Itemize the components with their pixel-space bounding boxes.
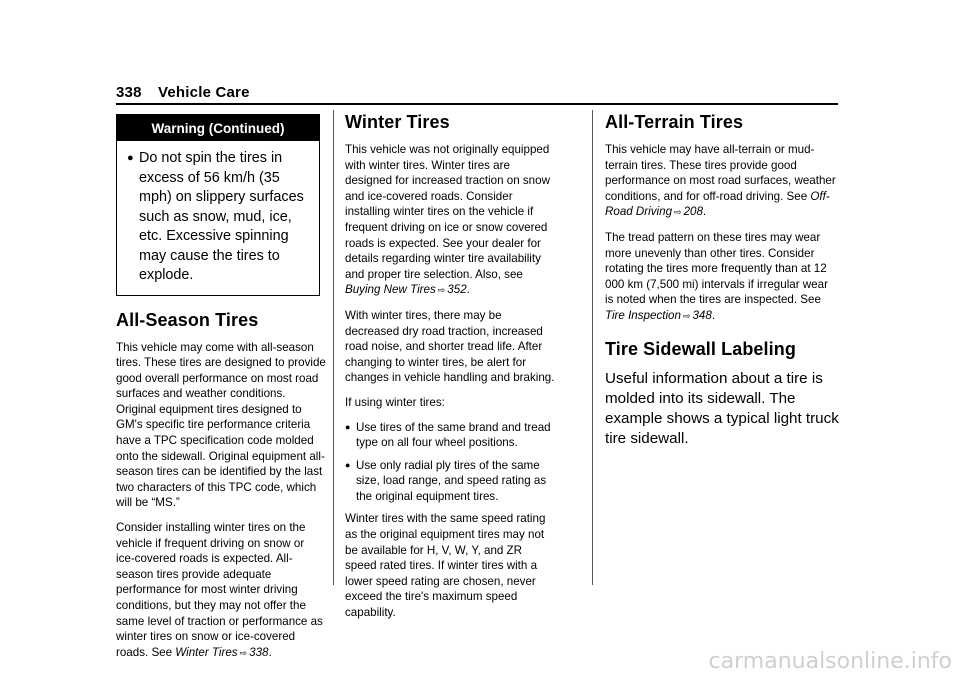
column-divider bbox=[333, 110, 334, 585]
bullet-icon: ● bbox=[127, 152, 134, 164]
page-reference-arrow-icon: ⇨ bbox=[674, 207, 682, 218]
section-heading-sidewall: Tire Sidewall Labeling bbox=[605, 338, 796, 359]
paragraph: This vehicle may come with all-season tires. These tires are designed to provide good overall performance on most road surfaces and weather conditions. Original equipment tires designed to GM's specific tire performance criteria have a TPC specification code molded onto the sidewall. Original equipment all-season tires can be identified by the last two characters of this TPC code, which will be “MS.” bbox=[116, 340, 326, 510]
paragraph-text: Consider installing winter tires on the vehicle if frequent driving on snow or ice-covered roads is expected. All-season tires provide adequate performance for most winter driving conditions, but they may not offer the same level of traction or performance as winter tires on snow or ice-covered roads. See bbox=[116, 521, 323, 659]
paragraph: With winter tires, there may be decreased dry road traction, increased road noise, and shorter tread life. After changing to winter tires, be alert for changes in vehicle handling and braking. bbox=[345, 308, 555, 385]
paragraph bbox=[605, 142, 839, 221]
paragraph-text: This vehicle was not originally equipped with winter tires. Winter tires are designed for increased traction on snow and ice-covered roads. Consider installing winter tires on the vehicle if frequent driving on ice or snow covered roads is expected. See your dealer for details regarding winter tire availability and proper tire selection. Also, see bbox=[345, 143, 550, 281]
section-heading-winter: Winter Tires bbox=[345, 112, 450, 132]
cross-reference-link[interactable]: Tire Inspection bbox=[605, 308, 681, 322]
cross-reference-page[interactable]: 338 bbox=[249, 645, 269, 659]
cross-reference-link[interactable]: Winter Tires bbox=[175, 645, 238, 659]
cross-reference-link[interactable]: Off-Road Driving bbox=[605, 189, 830, 219]
section-heading-all-season: All-Season Tires bbox=[116, 309, 259, 330]
page-number: 338 bbox=[116, 84, 142, 101]
page-reference-arrow-icon: ⇨ bbox=[682, 310, 691, 321]
list-item-text: Use tires of the same brand and tread type on all four wheel positions. bbox=[356, 420, 551, 450]
paragraph-text: This vehicle may have all-terrain or mud-terrain tires. These tires provide good performance on most road surfaces, weather conditions, and for off-road driving. See bbox=[605, 143, 836, 203]
paragraph-text: The tread pattern on these tires may wear more unevenly than other tires. Consider rotating the tires more frequently than at 12 000 km (7,500 mi) intervals if irregular wear is noted when the tires are inspected. See bbox=[605, 230, 828, 307]
paragraph: If using winter tires: bbox=[345, 395, 445, 409]
warning-bullet-text: Do not spin the tires in excess of 56 km/h (35 mph) on slippery surfaces such as snow, mud, ice, etc. Excessive spinning may cause the tires to explode. bbox=[139, 150, 304, 283]
paragraph: Winter tires with the same speed rating as the original equipment tires may not be available for H, V, W, Y, and ZR speed rated tires. If winter tires with a lower speed rating are chosen, never exceed the tire's maximum speed capability. bbox=[345, 512, 546, 620]
column-divider bbox=[592, 110, 593, 585]
bullet-icon: ● bbox=[345, 421, 351, 432]
section-title: Vehicle Care bbox=[158, 84, 250, 101]
lead-paragraph: Useful information about a tire is molded into its sidewall. The example shows a typical light truck tire sidewall. bbox=[605, 369, 839, 447]
page-reference-arrow-icon: ⇨ bbox=[437, 285, 446, 296]
section-heading-all-terrain: All-Terrain Tires bbox=[605, 112, 744, 132]
paragraph-end: . bbox=[466, 283, 470, 297]
cross-reference-link[interactable]: Buying New Tires bbox=[345, 283, 436, 297]
paragraph-end: . bbox=[711, 308, 716, 322]
cross-reference-page[interactable]: 352 bbox=[447, 283, 467, 297]
list-item bbox=[345, 458, 555, 505]
paragraph-end: . bbox=[268, 645, 272, 659]
cross-reference-page[interactable]: 348 bbox=[692, 308, 712, 322]
paragraph bbox=[345, 142, 555, 299]
column-2 bbox=[345, 112, 555, 630]
cross-reference-page[interactable]: 208 bbox=[683, 205, 703, 219]
page-header bbox=[116, 84, 250, 101]
column-3 bbox=[605, 112, 839, 449]
warning-body bbox=[117, 141, 319, 295]
paragraph-end: . bbox=[702, 205, 707, 219]
header-rule bbox=[116, 103, 838, 105]
warning-box bbox=[116, 114, 320, 296]
list-item bbox=[345, 420, 555, 451]
page-reference-arrow-icon: ⇨ bbox=[239, 647, 248, 658]
paragraph bbox=[605, 230, 839, 325]
bullet-icon: ● bbox=[345, 459, 351, 470]
paragraph bbox=[116, 520, 326, 661]
warning-bullet bbox=[127, 149, 311, 286]
warning-title: Warning (Continued) bbox=[117, 115, 319, 141]
watermark: carmanualsonline.info bbox=[708, 649, 952, 674]
column-1 bbox=[116, 112, 326, 670]
list-item-text: Use only radial ply tires of the same size, load range, and speed rating as the original equipment tires. bbox=[356, 458, 547, 503]
